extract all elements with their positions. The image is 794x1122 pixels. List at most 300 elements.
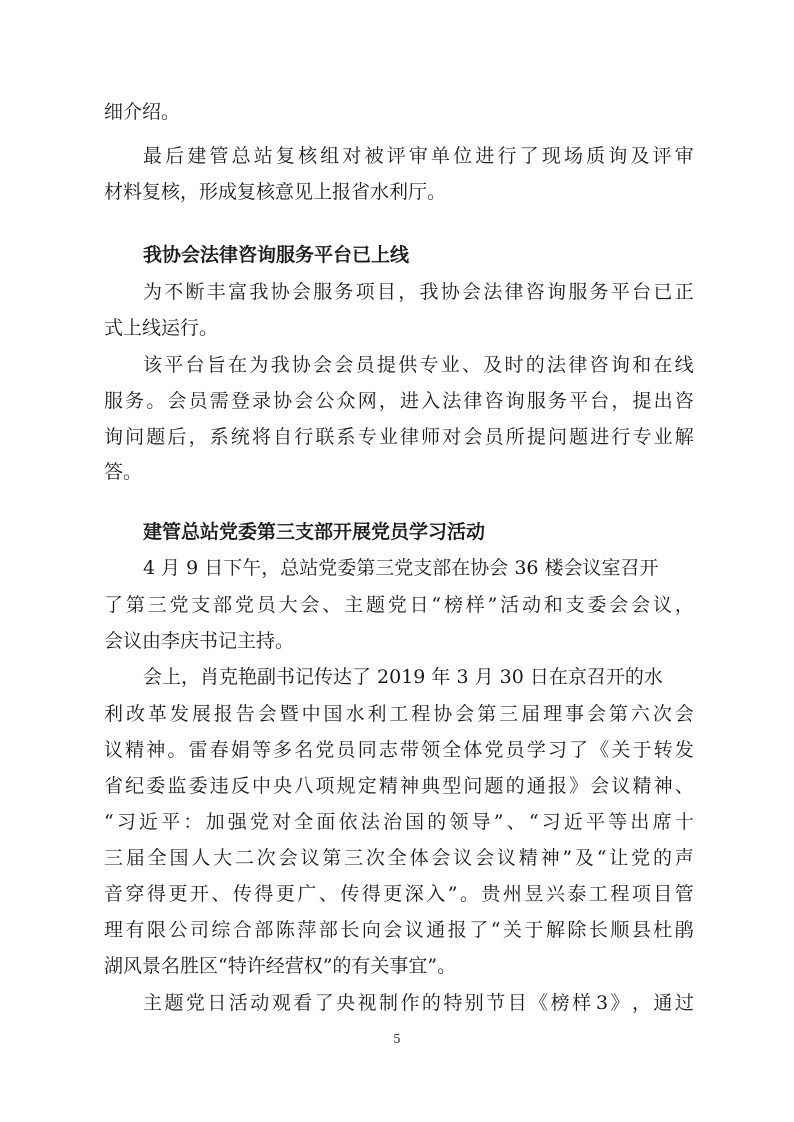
text-glyph: 中	[251, 775, 271, 797]
text-glyph: 不	[164, 281, 184, 303]
text-glyph: 入	[421, 390, 441, 412]
text-glyph: 位	[453, 145, 473, 167]
text-glyph: 制	[378, 992, 398, 1014]
paragraph-line: 答。	[104, 461, 143, 483]
text-glyph: 及	[630, 145, 650, 167]
text-glyph: 《	[590, 739, 610, 761]
text-glyph: 师	[421, 426, 441, 448]
text-glyph: 公	[315, 390, 335, 412]
text-glyph: 丰	[206, 281, 226, 303]
text-glyph: 党	[315, 739, 335, 761]
text-glyph: 员	[505, 739, 525, 761]
text-glyph: 动	[250, 992, 270, 1014]
text-glyph: 询	[547, 281, 567, 303]
text-glyph: 务	[547, 390, 567, 412]
text-glyph: 《	[529, 992, 549, 1014]
text-glyph: 法	[547, 354, 567, 376]
text-glyph: 过	[674, 992, 694, 1014]
text-glyph: 大	[278, 594, 298, 616]
text-glyph: 第	[608, 703, 628, 725]
text-glyph: 得	[254, 883, 274, 905]
text-glyph: 利	[104, 703, 124, 725]
text-glyph: 及	[483, 354, 503, 376]
text-glyph: 委	[587, 594, 607, 616]
text-glyph: 六	[630, 703, 650, 725]
text-glyph: 第	[322, 847, 342, 869]
text-glyph: 业	[440, 354, 460, 376]
text-glyph: 会	[455, 703, 475, 725]
text-glyph: 评	[652, 145, 672, 167]
text-glyph: 后	[165, 145, 185, 167]
text-glyph: 议	[611, 775, 631, 797]
text-glyph: 昱	[524, 883, 544, 905]
paragraph-line	[143, 144, 694, 168]
text-glyph: 穿	[125, 883, 145, 905]
text-glyph: 得	[146, 883, 166, 905]
text-glyph: 服	[568, 281, 588, 303]
text-glyph: 解	[545, 919, 565, 941]
text-glyph: ”	[447, 883, 458, 905]
text-glyph: 询	[610, 354, 630, 376]
text-glyph: 会	[586, 703, 606, 725]
paragraph-line: 湖风景名胜区“特许经营权”的有关事宜”。	[104, 955, 457, 977]
paragraph-line	[104, 774, 694, 798]
text-glyph: 的	[421, 992, 441, 1014]
text-glyph: 管	[674, 883, 694, 905]
text-glyph: 党	[484, 739, 504, 761]
text-glyph: ，	[398, 281, 418, 303]
text-glyph: ”	[493, 811, 504, 833]
text-glyph: 娟	[230, 739, 250, 761]
text-glyph: 水	[345, 703, 365, 725]
text-glyph: 萍	[297, 919, 317, 941]
text-glyph: 顺	[610, 919, 630, 941]
text-glyph: 出	[630, 811, 650, 833]
text-glyph: 同	[357, 739, 377, 761]
text-glyph: 展	[191, 703, 211, 725]
text-glyph: 提	[632, 390, 652, 412]
text-glyph: 会	[674, 703, 694, 725]
paragraph-line	[143, 353, 694, 377]
paragraph-line	[104, 918, 694, 942]
text-glyph: 限	[146, 919, 166, 941]
text-glyph: 党	[185, 992, 205, 1014]
text-glyph: 议	[300, 847, 320, 869]
text-glyph: 报	[547, 775, 567, 797]
text-glyph: 神	[399, 775, 419, 797]
text-glyph: 程	[411, 703, 431, 725]
text-glyph: 全	[387, 847, 407, 869]
text-glyph: 改	[125, 703, 145, 725]
text-glyph: 业	[653, 426, 673, 448]
text-glyph: 榜	[550, 992, 570, 1014]
text-glyph: 了	[104, 594, 124, 616]
text-glyph: 的	[427, 811, 447, 833]
paragraph-line	[104, 846, 694, 870]
text-glyph: 和	[632, 354, 652, 376]
text-glyph: 总	[231, 145, 251, 167]
paragraph-line	[104, 738, 694, 762]
text-glyph: 国	[169, 847, 189, 869]
text-glyph: 国	[405, 811, 425, 833]
text-glyph: 对	[442, 426, 462, 448]
text-glyph: 泰	[567, 883, 587, 905]
text-glyph: 已	[653, 281, 673, 303]
text-glyph: 革	[147, 703, 167, 725]
text-glyph: 我	[249, 281, 269, 303]
text-glyph: 支	[191, 594, 211, 616]
text-glyph: 通	[653, 992, 673, 1014]
text-glyph: 》	[610, 992, 630, 1014]
section-heading: 我协会法律咨询服务平台已上线	[143, 244, 410, 266]
text-glyph: 协	[440, 281, 460, 303]
text-glyph: 。	[146, 390, 166, 412]
text-glyph: 会	[300, 594, 320, 616]
text-glyph: 监	[167, 775, 187, 797]
text-glyph: 平	[164, 354, 184, 376]
text-glyph: 对	[272, 811, 292, 833]
section-heading: 建管总站党委第三支部开展党员学习活动	[143, 521, 486, 543]
text-glyph: 建	[187, 145, 207, 167]
text-glyph: 理	[543, 703, 563, 725]
text-glyph: 了	[469, 919, 489, 941]
text-glyph: 三	[499, 703, 519, 725]
text-glyph: 带	[399, 739, 419, 761]
text-glyph: 第	[125, 594, 145, 616]
text-glyph: 员	[484, 426, 504, 448]
text-glyph: 现	[541, 145, 561, 167]
text-glyph: 近	[563, 811, 583, 833]
text-glyph: 二	[234, 847, 254, 869]
text-glyph: 题	[164, 992, 184, 1014]
text-glyph: 会	[463, 426, 483, 448]
text-glyph: 近	[139, 811, 159, 833]
text-glyph: 对	[342, 145, 362, 167]
text-glyph: 项	[315, 775, 335, 797]
text-glyph: 等	[251, 739, 271, 761]
text-glyph: ”	[562, 847, 573, 869]
text-glyph: 部	[213, 594, 233, 616]
paragraph-line	[104, 702, 694, 726]
text-glyph: 断	[185, 281, 205, 303]
text-glyph: 事	[565, 703, 585, 725]
paragraph-line: 4 月 9 日下午，总站党委第三党支部在协会 36 楼会议室召开	[143, 557, 659, 579]
text-glyph: 进	[399, 390, 419, 412]
text-glyph: 杜	[653, 919, 673, 941]
text-glyph: 登	[230, 390, 250, 412]
text-glyph: 质	[586, 145, 606, 167]
text-glyph: 询	[104, 426, 124, 448]
text-glyph: 旨	[206, 354, 226, 376]
text-glyph: 出	[653, 390, 673, 412]
text-glyph: 服	[526, 390, 546, 412]
text-glyph: 部	[318, 919, 338, 941]
text-glyph: 被	[364, 145, 384, 167]
text-glyph: 组	[320, 145, 340, 167]
text-glyph: 会	[431, 847, 451, 869]
text-glyph: 传	[340, 883, 360, 905]
text-glyph: 为	[143, 281, 163, 303]
text-glyph: 为	[249, 354, 269, 376]
text-glyph: 发	[169, 703, 189, 725]
text-glyph: 咨	[525, 281, 545, 303]
paragraph-line: 材料复核，形成复核意见上报省水利厅。	[104, 181, 447, 203]
text-glyph: 会	[590, 775, 610, 797]
text-glyph: 报	[447, 919, 467, 941]
text-glyph: 有	[125, 919, 145, 941]
text-glyph: 目	[507, 992, 527, 1014]
text-glyph: 评	[386, 145, 406, 167]
text-glyph: 活	[228, 992, 248, 1014]
text-glyph: 律	[463, 390, 483, 412]
text-glyph: 协	[273, 390, 293, 412]
text-glyph: 了	[519, 145, 539, 167]
text-glyph: 在	[228, 354, 248, 376]
text-glyph: 入	[426, 883, 446, 905]
text-glyph: 会	[291, 281, 311, 303]
text-glyph: 目	[653, 883, 673, 905]
text-glyph: 员	[336, 739, 356, 761]
text-glyph: 导	[471, 811, 491, 833]
text-glyph: 观	[271, 992, 291, 1014]
text-glyph: 兴	[545, 883, 565, 905]
text-glyph: 日	[207, 992, 227, 1014]
text-glyph: 深	[404, 883, 424, 905]
text-glyph: 台	[185, 354, 205, 376]
text-glyph: 别	[464, 992, 484, 1014]
text-glyph: 发	[674, 739, 694, 761]
text-glyph: 央	[336, 992, 356, 1014]
text-glyph: 报	[213, 703, 233, 725]
text-glyph: 行	[294, 426, 314, 448]
text-glyph: 、	[506, 811, 526, 833]
text-glyph: 第	[477, 703, 497, 725]
text-glyph: 专	[632, 426, 652, 448]
text-glyph: 关	[502, 919, 522, 941]
text-glyph: 问	[125, 426, 145, 448]
text-glyph: 视	[357, 992, 377, 1014]
text-glyph: 会	[278, 847, 298, 869]
text-glyph: 议	[496, 847, 516, 869]
text-glyph: 管	[209, 145, 229, 167]
text-glyph: 我	[419, 281, 439, 303]
text-glyph: 平	[610, 281, 630, 303]
text-glyph: 站	[253, 145, 273, 167]
text-glyph: 服	[104, 390, 124, 412]
text-glyph: 党	[249, 811, 269, 833]
text-glyph: 议	[404, 919, 424, 941]
text-glyph: 利	[367, 703, 387, 725]
text-glyph: 网	[357, 390, 377, 412]
text-glyph: 全	[147, 847, 167, 869]
text-glyph: 雷	[188, 739, 208, 761]
text-glyph: 会	[313, 354, 333, 376]
text-glyph: 及	[574, 847, 594, 869]
text-glyph: 于	[524, 919, 544, 941]
paragraph-line: 式上线运行。	[104, 317, 219, 339]
text-glyph: 综	[211, 919, 231, 941]
text-glyph: ，	[631, 992, 651, 1014]
text-glyph: 律	[504, 281, 524, 303]
text-glyph: 得	[361, 883, 381, 905]
text-glyph: 除	[567, 919, 587, 941]
text-glyph: 、	[461, 354, 481, 376]
text-glyph: 合	[232, 919, 252, 941]
text-glyph: 十	[674, 811, 694, 833]
text-glyph: 党	[631, 847, 651, 869]
text-glyph: 台	[590, 390, 610, 412]
text-glyph: 告	[235, 703, 255, 725]
text-glyph: 神	[540, 847, 560, 869]
text-glyph: 次	[256, 847, 276, 869]
text-glyph: 台	[632, 281, 652, 303]
text-glyph: 审	[674, 145, 694, 167]
text-glyph: 联	[315, 426, 335, 448]
text-glyph: 贵	[481, 883, 501, 905]
text-glyph: 等	[608, 811, 628, 833]
text-glyph: 中	[301, 703, 321, 725]
text-glyph: 规	[336, 775, 356, 797]
text-glyph: 届	[521, 703, 541, 725]
text-glyph: 届	[125, 847, 145, 869]
text-glyph: 转	[653, 739, 673, 761]
paragraph-line	[104, 425, 694, 449]
text-glyph: 议	[652, 594, 672, 616]
text-glyph: 场	[563, 145, 583, 167]
text-glyph: “	[528, 811, 539, 833]
text-glyph: 广	[297, 883, 317, 905]
text-glyph: 会	[631, 594, 651, 616]
text-glyph: 音	[104, 883, 124, 905]
text-glyph: 问	[463, 775, 483, 797]
text-glyph: 榜	[443, 594, 463, 616]
text-glyph: 题	[569, 426, 589, 448]
text-glyph: 行	[497, 145, 517, 167]
text-glyph: 务	[125, 390, 145, 412]
text-glyph: 长	[340, 919, 360, 941]
text-glyph: 更	[168, 883, 188, 905]
text-glyph: 纪	[125, 775, 145, 797]
paragraph-line: 会议由李庆书记主持。	[104, 630, 295, 652]
text-glyph: 节	[486, 992, 506, 1014]
text-glyph: 平	[586, 811, 606, 833]
text-glyph: 正	[674, 281, 694, 303]
text-glyph: ”	[487, 594, 498, 616]
text-glyph: 精	[125, 739, 145, 761]
text-glyph: 加	[205, 811, 225, 833]
text-glyph: 多	[273, 739, 293, 761]
text-glyph: 务	[589, 281, 609, 303]
text-glyph: 支	[565, 594, 585, 616]
text-glyph: 法	[483, 281, 503, 303]
text-glyph: 党	[169, 594, 189, 616]
text-glyph: 八	[294, 775, 314, 797]
text-glyph: 体	[409, 847, 429, 869]
text-glyph: 系	[336, 426, 356, 448]
text-glyph: 员	[188, 390, 208, 412]
text-glyph: 单	[431, 145, 451, 167]
text-glyph: 员	[355, 354, 375, 376]
text-glyph: 所	[505, 426, 525, 448]
text-glyph: 的	[505, 775, 525, 797]
text-glyph: 依	[338, 811, 358, 833]
paragraph-line	[104, 882, 694, 906]
text-glyph: 陈	[275, 919, 295, 941]
text-glyph: 、	[211, 883, 231, 905]
text-glyph: 服	[313, 281, 333, 303]
text-glyph: 次	[365, 847, 385, 869]
text-glyph: 三	[344, 847, 364, 869]
text-glyph: 强	[227, 811, 247, 833]
text-glyph: 神	[146, 739, 166, 761]
text-glyph: 精	[378, 775, 398, 797]
text-glyph: 公	[168, 919, 188, 941]
text-glyph: 更	[383, 883, 403, 905]
text-glyph: “	[431, 594, 442, 616]
text-glyph: 专	[419, 354, 439, 376]
text-glyph: 习	[116, 811, 136, 833]
text-glyph: 党	[234, 594, 254, 616]
text-glyph: 提	[376, 354, 396, 376]
text-glyph: 司	[189, 919, 209, 941]
text-glyph: 定	[357, 775, 377, 797]
text-glyph: 、	[674, 775, 694, 797]
text-glyph: 需	[209, 390, 229, 412]
text-glyph: 习	[541, 811, 561, 833]
text-glyph: 统	[230, 426, 250, 448]
text-glyph: 活	[500, 594, 520, 616]
text-glyph: 反	[230, 775, 250, 797]
text-glyph: 业	[378, 426, 398, 448]
text-glyph: 的	[525, 354, 545, 376]
text-glyph: 国	[323, 703, 343, 725]
text-glyph: 看	[293, 992, 313, 1014]
text-glyph: 学	[526, 739, 546, 761]
text-glyph: 精	[518, 847, 538, 869]
text-glyph: 会	[294, 390, 314, 412]
text-glyph: 协	[291, 354, 311, 376]
text-glyph: 领	[421, 739, 441, 761]
text-glyph: 众	[336, 390, 356, 412]
text-glyph: 协	[270, 281, 290, 303]
text-glyph: 将	[251, 426, 271, 448]
text-glyph: 领	[449, 811, 469, 833]
text-glyph: 声	[674, 847, 694, 869]
text-glyph: 法	[442, 390, 462, 412]
text-glyph: 通	[526, 775, 546, 797]
text-glyph: 志	[378, 739, 398, 761]
text-glyph: 全	[294, 811, 314, 833]
text-glyph: 题	[365, 594, 385, 616]
paragraph-line	[143, 280, 694, 304]
text-glyph: 神	[653, 775, 673, 797]
text-glyph: 特	[443, 992, 463, 1014]
text-glyph: 通	[426, 919, 446, 941]
text-glyph: 进	[475, 145, 495, 167]
text-glyph: 项	[631, 883, 651, 905]
paragraph-line	[104, 389, 694, 413]
text-glyph: 。	[167, 739, 187, 761]
text-glyph: 三	[147, 594, 167, 616]
text-glyph: 议	[453, 847, 473, 869]
text-glyph: 全	[442, 739, 462, 761]
text-glyph: 习	[547, 739, 567, 761]
text-glyph: 州	[502, 883, 522, 905]
text-glyph: 面	[316, 811, 336, 833]
text-glyph: 会	[257, 703, 277, 725]
text-glyph: 会	[383, 919, 403, 941]
text-glyph: 次	[652, 703, 672, 725]
